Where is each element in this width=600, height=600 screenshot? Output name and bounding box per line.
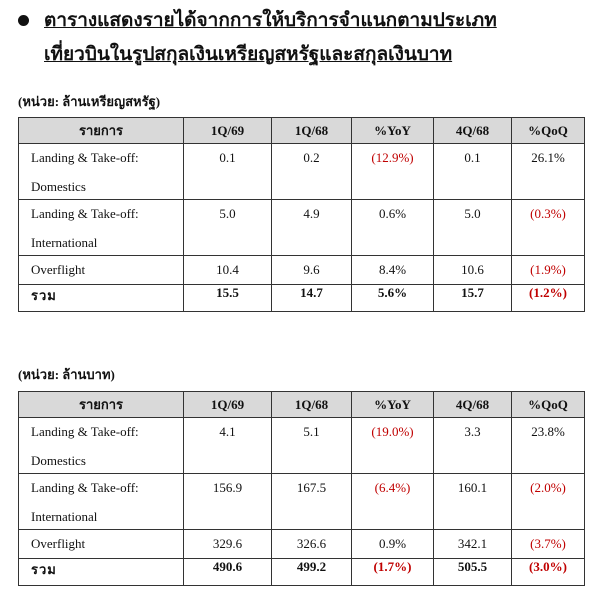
cell-yoy: [352, 144, 434, 200]
table-row: [19, 256, 585, 285]
row-label-line-1: Landing & Take-off:: [31, 150, 139, 165]
usd-unit-label: (หน่วย: ล้านเหรียญสหรัฐ): [18, 94, 161, 109]
value: 160.1: [457, 480, 488, 495]
value: 0.6%: [378, 206, 407, 221]
header-1q68: 1Q/68: [272, 392, 352, 418]
row-label: [19, 144, 184, 200]
total-row: [19, 559, 585, 586]
value: (12.9%): [371, 150, 414, 165]
value: 156.9: [212, 480, 243, 495]
cell-1q68: [272, 474, 352, 530]
total-1q69: 15.5: [184, 285, 272, 312]
value: 4.9: [303, 206, 320, 221]
header-yoy: %YoY: [352, 118, 434, 144]
row-label: [19, 474, 184, 530]
document-heading: [14, 6, 594, 70]
cell-qoq: [512, 418, 585, 474]
total-1q69: 490.6: [184, 559, 272, 586]
value: (3.7%): [530, 536, 566, 551]
value: 0.1: [219, 150, 236, 165]
value: (19.0%): [371, 424, 414, 439]
header-yoy: %YoY: [352, 392, 434, 418]
row-label-line-1: Landing & Take-off:: [31, 480, 139, 495]
header-qoq: %QoQ: [512, 392, 585, 418]
row-label-line-2: Domestics: [31, 179, 86, 194]
header-item: รายการ: [19, 392, 184, 418]
revenue-table-usd: [18, 117, 585, 312]
total-qoq: (3.0%): [512, 559, 585, 586]
table-row: [19, 200, 585, 256]
total-yoy: 5.6%: [352, 285, 434, 312]
cell-qoq: [512, 474, 585, 530]
row-label-line-1: Overflight: [31, 536, 86, 551]
total-1q68: 499.2: [272, 559, 352, 586]
total-label: รวม: [19, 559, 184, 586]
table-row: [19, 418, 585, 474]
cell-1q69: [184, 256, 272, 285]
value: 0.1: [464, 150, 481, 165]
cell-yoy: [352, 200, 434, 256]
row-label: [19, 418, 184, 474]
row-label-line-1: Landing & Take-off:: [31, 206, 139, 221]
cell-4q68: [434, 256, 512, 285]
value: 5.0: [464, 206, 481, 221]
value: 4.1: [219, 424, 236, 439]
table-row: [19, 530, 585, 559]
table-row: [19, 144, 585, 200]
value: 167.5: [296, 480, 327, 495]
bullet-icon: [18, 15, 29, 26]
total-row: [19, 285, 585, 312]
total-1q68: 14.7: [272, 285, 352, 312]
row-label: [19, 256, 184, 285]
heading-line-1: [14, 6, 594, 36]
header-4q68: 4Q/68: [434, 118, 512, 144]
total-label: รวม: [19, 285, 184, 312]
value: (0.3%): [530, 206, 566, 221]
value: 10.4: [216, 262, 239, 277]
cell-1q68: [272, 530, 352, 559]
value: 0.2: [303, 150, 320, 165]
value: 326.6: [296, 536, 327, 551]
cell-yoy: [352, 418, 434, 474]
cell-1q69: [184, 530, 272, 559]
thb-unit-label: (หน่วย: ล้านบาท): [18, 367, 115, 382]
header-1q69: 1Q/69: [184, 118, 272, 144]
value: 329.6: [212, 536, 243, 551]
header-item: รายการ: [19, 118, 184, 144]
cell-4q68: [434, 144, 512, 200]
value: (6.4%): [374, 480, 411, 495]
revenue-table-thb: [18, 391, 585, 586]
row-label-line-2: International: [31, 509, 98, 524]
heading-line-2: เที่ยวบินในรูปสกุลเงินเหรียญสหรัฐและสกุลเงินบาท: [44, 44, 453, 65]
cell-qoq: [512, 200, 585, 256]
cell-yoy: [352, 256, 434, 285]
value: 342.1: [457, 536, 488, 551]
value: 8.4%: [378, 262, 407, 277]
header-qoq: %QoQ: [512, 118, 585, 144]
header-1q68: 1Q/68: [272, 118, 352, 144]
cell-qoq: [512, 144, 585, 200]
row-label: [19, 200, 184, 256]
header-4q68: 4Q/68: [434, 392, 512, 418]
cell-1q68: [272, 144, 352, 200]
cell-yoy: [352, 530, 434, 559]
cell-yoy: [352, 474, 434, 530]
cell-1q68: [272, 200, 352, 256]
total-4q68: 505.5: [434, 559, 512, 586]
total-4q68: 15.7: [434, 285, 512, 312]
row-label: [19, 530, 184, 559]
value: (1.9%): [530, 262, 566, 277]
cell-1q69: [184, 418, 272, 474]
value: (2.0%): [530, 480, 566, 495]
row-label-line-1: Landing & Take-off:: [31, 424, 139, 439]
value: 9.6: [303, 262, 320, 277]
cell-1q69: [184, 144, 272, 200]
header-1q69: 1Q/69: [184, 392, 272, 418]
cell-qoq: [512, 256, 585, 285]
value: 3.3: [464, 424, 481, 439]
cell-4q68: [434, 474, 512, 530]
cell-1q69: [184, 200, 272, 256]
cell-1q68: [272, 256, 352, 285]
cell-4q68: [434, 200, 512, 256]
total-qoq: (1.2%): [512, 285, 585, 312]
total-yoy: (1.7%): [352, 559, 434, 586]
value: 5.1: [303, 424, 320, 439]
heading-line-1-text: ตารางแสดงรายได้จากการให้บริการจำแนกตามประเภท: [44, 10, 497, 31]
value: 23.8%: [531, 424, 565, 439]
value: 5.0: [219, 206, 236, 221]
value: 10.6: [461, 262, 484, 277]
table-header-row: [19, 392, 585, 418]
cell-4q68: [434, 418, 512, 474]
table-row: [19, 474, 585, 530]
table-header-row: [19, 118, 585, 144]
cell-4q68: [434, 530, 512, 559]
cell-qoq: [512, 530, 585, 559]
cell-1q68: [272, 418, 352, 474]
row-label-line-2: Domestics: [31, 453, 86, 468]
row-label-line-1: Overflight: [31, 262, 86, 277]
cell-1q69: [184, 474, 272, 530]
row-label-line-2: International: [31, 235, 98, 250]
value: 26.1%: [531, 150, 565, 165]
value: 0.9%: [378, 536, 407, 551]
